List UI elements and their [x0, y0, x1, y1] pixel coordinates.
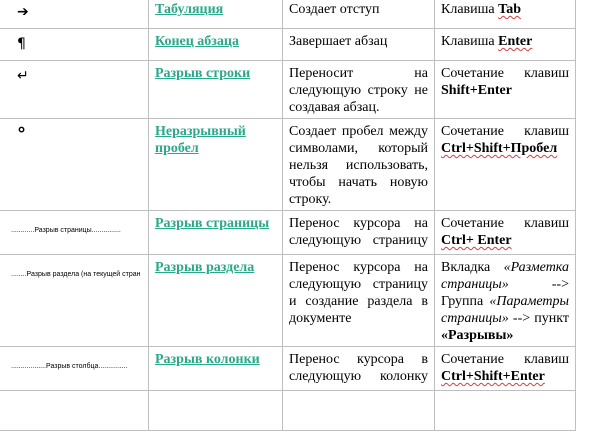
- mark-name-link[interactable]: Разрыв раздела: [155, 260, 255, 275]
- table-row: [0, 29, 576, 61]
- description-text: Перенос курсора на следующую страницу: [289, 216, 428, 248]
- shortcut-prefix: Сочетание клавиш: [441, 216, 569, 231]
- table-row-partial: [0, 391, 576, 431]
- shortcut-key: Ctrl+Shift+Enter: [441, 369, 545, 384]
- mark-shortcut: [435, 0, 576, 29]
- shortcut-arrow: --> Группа: [441, 277, 569, 309]
- section-break-mark: ........Разрыв раздела (на текущей стран: [0, 255, 149, 347]
- mark-name-link[interactable]: Разрыв колонки: [155, 352, 260, 367]
- mark-name-cell: [149, 0, 283, 29]
- table-row: [0, 0, 576, 29]
- mark-description: [283, 61, 435, 119]
- description-text: Перенос курсора в следующую колонку: [289, 352, 428, 384]
- mark-name-cell: [149, 255, 283, 347]
- description-text: Создает пробел между символами, который нельзя использовать, чтобы начать новую строку.: [289, 124, 428, 207]
- shortcut-prefix: Сочетание клавиш: [441, 124, 569, 139]
- description-line: следующую строку не: [289, 83, 428, 98]
- shortcut-prefix: Сочетание клавиш: [441, 352, 569, 367]
- shortcut-tab-label: Вкладка: [441, 260, 504, 275]
- description-line: Переносит на: [289, 66, 428, 81]
- empty-cell: [283, 391, 435, 431]
- pilcrow-icon: ¶: [0, 29, 149, 61]
- nonbreaking-space-icon: [0, 119, 149, 211]
- table-row: [0, 255, 576, 347]
- shortcut-key: Ctrl+ Enter: [441, 233, 512, 248]
- shortcut-layout-tab: «Разметка страницы»: [441, 260, 569, 292]
- description-text: Перенос курсора на следующую страницу и создание раздела в документе: [289, 260, 428, 326]
- shortcut-key: Tab: [498, 2, 521, 17]
- mark-name-link[interactable]: Неразрывный пробел: [155, 124, 246, 156]
- mark-name-cell: [149, 211, 283, 255]
- mark-name-link[interactable]: Разрыв строки: [155, 66, 251, 81]
- table-row: [0, 119, 576, 211]
- mark-shortcut: [435, 119, 576, 211]
- mark-description: [283, 119, 435, 211]
- tab-arrow-icon: ➔: [0, 0, 149, 29]
- mark-name-cell: [149, 119, 283, 211]
- shortcut-key: Shift+Enter: [441, 83, 512, 98]
- mark-shortcut: [435, 347, 576, 391]
- mark-description: Создает отступ: [283, 0, 435, 29]
- shortcut-key: Ctrl+Shift+Пробел: [441, 141, 558, 156]
- mark-description: [283, 347, 435, 391]
- shortcut-params-group: «Параметры страницы»: [441, 294, 569, 326]
- page-break-mark: ............Разрыв страницы...............: [0, 211, 149, 255]
- mark-name-link[interactable]: Табуляция: [155, 2, 224, 17]
- table-row: [0, 347, 576, 391]
- mark-description: [283, 211, 435, 255]
- shortcut-key: Enter: [498, 34, 533, 49]
- shortcut-breaks-item: «Разрывы»: [441, 328, 514, 343]
- empty-cell: [435, 391, 576, 431]
- description-line: создавая абзац.: [289, 100, 380, 115]
- table-row: [0, 61, 576, 119]
- nonbreaking-space-glyph: °: [17, 124, 26, 145]
- column-break-mark: ..................Разрыв столбца...............: [0, 347, 149, 391]
- shortcut-prefix: Клавиша: [441, 2, 499, 17]
- mark-name-cell: [149, 29, 283, 61]
- mark-description: [283, 255, 435, 347]
- shortcut-prefix: Клавиша: [441, 34, 499, 49]
- line-break-arrow-icon: ↵: [0, 61, 149, 119]
- mark-name-cell: [149, 61, 283, 119]
- mark-shortcut: [435, 211, 576, 255]
- shortcut-arrow: --> пункт: [508, 311, 569, 326]
- table-row: [0, 211, 576, 255]
- empty-cell: [149, 391, 283, 431]
- mark-name-link[interactable]: Разрыв страницы: [155, 216, 270, 231]
- mark-description: Завершает абзац: [283, 29, 435, 61]
- shortcut-prefix: Сочетание клавиш: [441, 66, 569, 81]
- mark-shortcut: [435, 255, 576, 347]
- empty-cell: [0, 391, 149, 431]
- mark-shortcut: [435, 29, 576, 61]
- mark-name-cell: [149, 347, 283, 391]
- mark-name-link[interactable]: Конец абзаца: [155, 34, 239, 49]
- mark-shortcut: [435, 61, 576, 119]
